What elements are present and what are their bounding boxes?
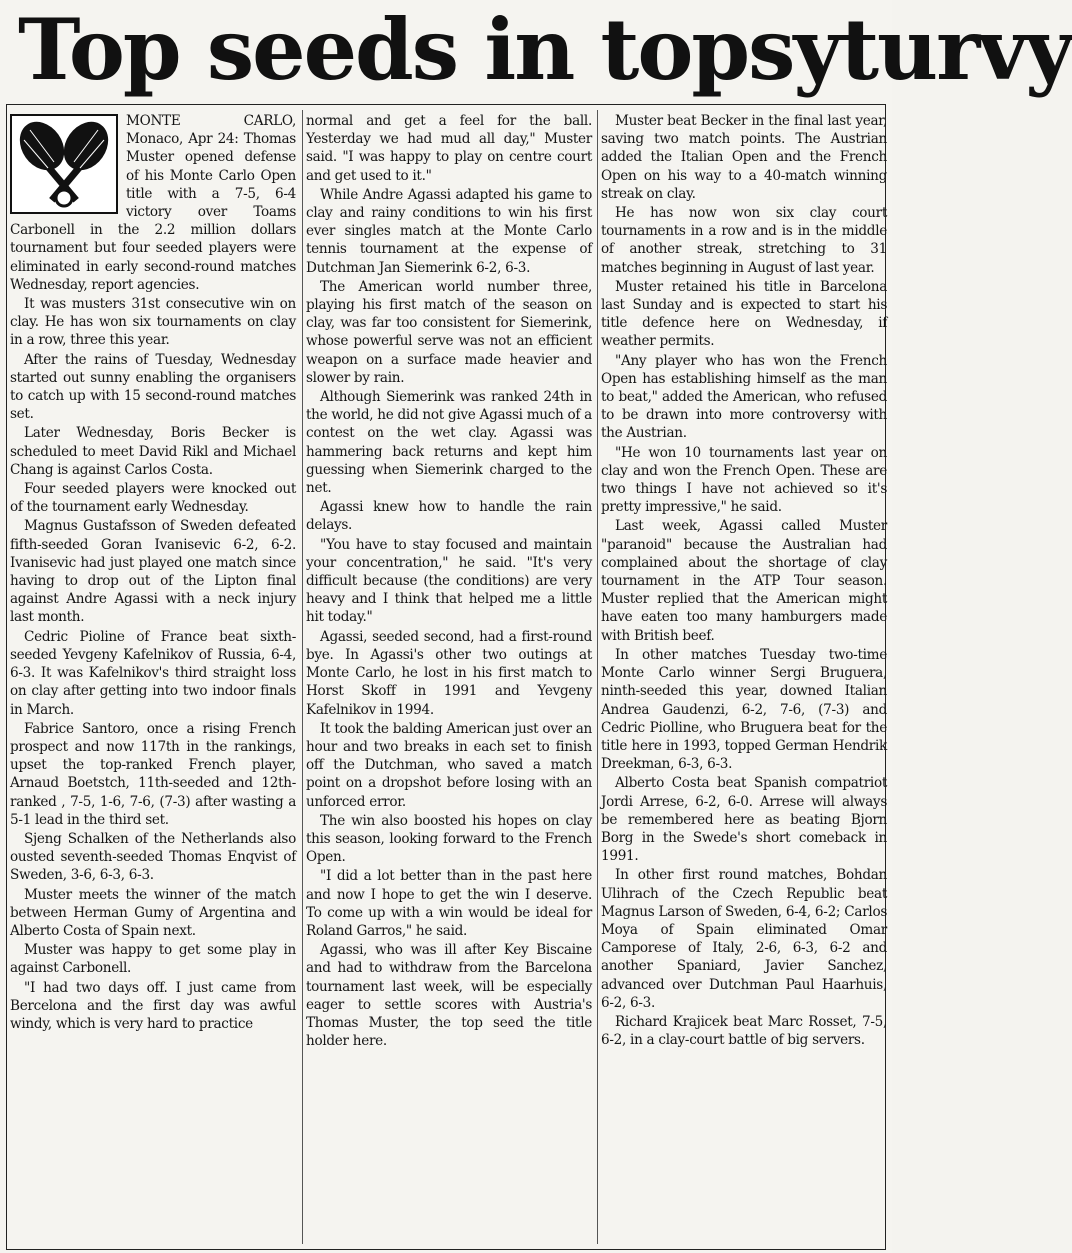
paragraph: Magnus Gustafsson of Sweden defeated fifth-seeded Goran Ivanisevic 6-2, 6-2. Ivanisevic had just played one match since having to drop out of the Lipton final against Andre Agassi with a neck injury last month.: [10, 518, 296, 626]
article-column-1: [10, 112, 296, 1242]
article-column-3: [601, 112, 887, 1242]
paragraph: Fabrice Santoro, once a rising French prospect and now 117th in the rankings, upset the top-ranked French player, Arnaud Boetstch, 11th-seeded and 12th-ranked , 7-5, 1-6, 7-6, (7-3) after wasting a 5-1 lead in the third set.: [10, 720, 296, 828]
paragraph: "Any player who has won the French Open has establishing himself as the man to beat," added the American, who refused to be drawn into more controversy with the Austrian.: [601, 352, 887, 442]
paragraph: Cedric Pioline of France beat sixth-seeded Yevgeny Kafelnikov of Russia, 6-4, 6-3. It was Kafelnikov's third straight loss on clay after getting into two indoor finals in March.: [10, 628, 296, 718]
paragraph: After the rains of Tuesday, Wednesday started out sunny enabling the organisers to catch up with 15 second-round matches set.: [10, 351, 296, 423]
paragraph: Although Siemerink was ranked 24th in the world, he did not give Agassi much of a contest on the wet clay. Agassi was hammering back returns and kept him guessing when Siemerink charged to the net.: [306, 389, 592, 497]
article-column-2: [306, 112, 592, 1242]
paragraph: The American world number three, playing his first match of the season on clay, was far too consistent for Siemerink, whose powerful serve was not an efficient weapon on a surface made heavier and slower by rain.: [306, 278, 592, 386]
paragraph: Sjeng Schalken of the Netherlands also ousted seventh-seeded Thomas Enqvist of Sweden, 3-6, 6-3, 6-3.: [10, 830, 296, 884]
paragraph: It took the balding American just over an hour and two breaks in each set to finish off the Dutchman, who saved a match point on a dropshot before losing with an unforced error.: [306, 720, 592, 810]
paragraph: "He won 10 tournaments last year on clay and won the French Open. These are two things I have not achieved so it's pretty impressive," he said.: [601, 444, 887, 516]
paragraph: Muster retained his title in Barcelona last Sunday and is expected to start his title defence here on Wednesday, if weather permits.: [601, 278, 887, 350]
paragraph: In other first round matches, Bohdan Ulihrach of the Czech Republic beat Magnus Larson of Sweden, 6-4, 6-2; Carlos Moya of Spain eliminated Omar Camporese of Italy, 2-6, 6-3, 6-2 and another Spaniard, Javier Sanchez, advanced over Dutchman Paul Haarhuis, 6-2, 6-3.: [601, 867, 887, 1011]
paragraph: "You have to stay focused and maintain your concentration," he said. "It's very difficult because (the conditions) are very heavy and I think that helped me a little hit today.": [306, 536, 592, 626]
paragraph: Agassi, who was ill after Key Biscaine and had to withdraw from the Barcelona tournament last week, will be especially eager to settle scores with Austria's Thomas Muster, the top seed the title holder here.: [306, 942, 592, 1050]
paragraph: Agassi knew how to handle the rain delays.: [306, 499, 592, 534]
paragraph: Richard Krajicek beat Marc Rosset, 7-5, 6-2, in a clay-court battle of big servers.: [601, 1013, 887, 1049]
paragraph: normal and get a feel for the ball. Yesterday we had mud all day," Muster said. "I was happy to play on centre court and get used to it.": [306, 113, 592, 184]
crossed-tennis-rackets-icon: [10, 114, 118, 214]
paragraph: While Andre Agassi adapted his game to clay and rainy conditions to win his first ever singles match at the Monte Carlo tennis tournament at the expense of Dutchman Jan Siemerink 6-2, 6-3.: [306, 186, 592, 276]
paragraph: The win also boosted his hopes on clay this season, looking forward to the French Open.: [306, 812, 592, 866]
column-rule: [302, 110, 303, 1244]
paragraph: Muster beat Becker in the final last year, saving two match points. The Austrian added the Italian Open and the French Open on his way to a 40-match winning streak on clay.: [601, 113, 887, 202]
paragraph: "I had two days off. I just came from Bercelona and the first day was awful windy, which is very hard to practice: [10, 979, 296, 1032]
paragraph: It was musters 31st consecutive win on clay. He has won six tournaments on clay in a row, three this year.: [10, 296, 296, 349]
headline: Top seeds in topsyturvy: [18, 0, 1072, 99]
paragraph: Muster meets the winner of the match between Herman Gumy of Argentina and Alberto Costa of Spain next.: [10, 886, 296, 939]
paragraph: "I did a lot better than in the past here and now I hope to get the win I deserve. To come up with a win would be ideal for Roland Garros," he said.: [306, 868, 592, 939]
paragraph: MONTE CARLO, Monaco, Apr 24: Thomas Muster opened defense of his Monte Carlo Open title with a 7-5, 6-4 victory over Toams Carbonell in the 2.2 million dollars tournament but four seeded players were eliminated in early second-round matches Wednesday, report agencies.: [10, 113, 296, 293]
paragraph: Agassi, seeded second, had a first-round bye. In Agassi's other two outings at Monte Carlo, he lost in his first match to Horst Skoff in 1991 and Yevgeny Kafelnikov in 1994.: [306, 628, 592, 718]
column-rule: [597, 110, 598, 1244]
paragraph: Four seeded players were knocked out of the tournament early Wednesday.: [10, 481, 296, 516]
paragraph: Alberto Costa beat Spanish compatriot Jordi Arrese, 6-2, 6-0. Arrese will always be remembered here as beating Bjorn Borg in the Swede's short comeback in 1991.: [601, 775, 887, 865]
paragraph: Later Wednesday, Boris Becker is scheduled to meet David Rikl and Michael Chang is against Carlos Costa.: [10, 425, 296, 478]
paragraph: Last week, Agassi called Muster "paranoid" because the Australian had complained about the shortage of clay tournament in the ATP Tour season. Muster replied that the American might have eaten too many hamburgers made with British beef.: [601, 518, 887, 644]
paragraph: He has now won six clay court tournaments in a row and is in the middle of another streak, stretching to 31 matches beginning in August of last year.: [601, 205, 887, 276]
paragraph: Muster was happy to get some play in against Carbonell.: [10, 942, 296, 977]
paragraph: In other matches Tuesday two-time Monte Carlo winner Sergi Bruguera, ninth-seeded this year, downed Italian Andrea Gaudenzi, 6-2, 7-6, (7-3) and Cedric Piolline, who Bruguera beat for the title here in 1993, topped German Hendrik Dreekman, 6-3, 6-3.: [601, 646, 887, 773]
